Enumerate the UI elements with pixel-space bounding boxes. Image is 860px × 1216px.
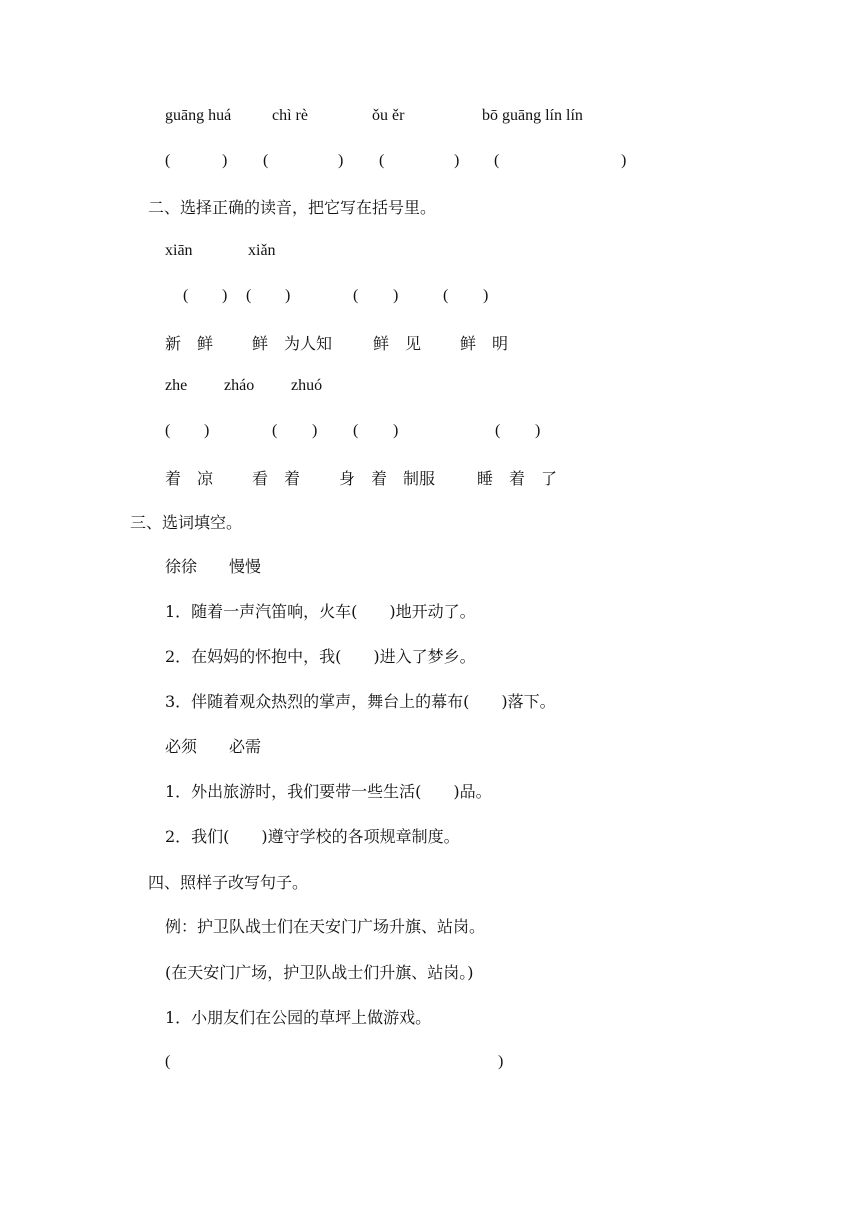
answer-blank-open: (: [353, 422, 359, 439]
rewrite-item: 1．小朋友们在公园的草坪上做游戏。: [165, 1008, 432, 1027]
example-answer: (在天安门广场，护卫队战士们升旗、站岗。): [165, 963, 474, 982]
answer-blank-open: (: [495, 422, 501, 439]
answer-blank-close: ): [621, 152, 627, 169]
answer-blank-close: ): [483, 287, 489, 304]
pinyin-xian1: xiān: [165, 242, 193, 259]
word-zhaoliang: 着 凉: [165, 469, 214, 488]
answer-blank-close: ): [393, 287, 399, 304]
answer-blank-close: ): [222, 152, 228, 169]
answer-blank-open: (: [379, 152, 385, 169]
example-sentence: 例：护卫队战士们在天安门广场升旗、站岗。: [165, 917, 486, 936]
pinyin-ou-er: ǒu ěr: [372, 107, 405, 124]
pinyin-guang-hua: guāng huá: [165, 107, 232, 124]
fill-blank-item: 2．我们( )遵守学校的各项规章制度。: [165, 827, 460, 846]
answer-blank-open: (: [165, 152, 171, 169]
word-xianming: 鲜 明: [460, 334, 509, 353]
answer-blank-open: (: [183, 287, 189, 304]
word-kanzhe: 看 着: [252, 469, 301, 488]
pinyin-zhe: zhe: [165, 377, 188, 394]
answer-blank-close: ): [498, 1053, 504, 1070]
section-heading-q4: 四、照样子改写句子。: [148, 873, 309, 892]
answer-blank-open: (: [443, 287, 449, 304]
word-xianweirenzhi: 鲜 为人知: [252, 334, 333, 353]
word-shuizhaole: 睡 着 了: [477, 469, 558, 488]
fill-blank-item: 3．伴随着观众热烈的掌声，舞台上的幕布( )落下。: [165, 692, 556, 711]
answer-blank-close: ): [454, 152, 460, 169]
answer-blank-close: ): [222, 287, 228, 304]
fill-blank-item: 1．随着一声汽笛响，火车( )地开动了。: [165, 602, 476, 621]
answer-blank-open: (: [165, 1053, 171, 1070]
word-shenzhuozhifu: 身 着 制服: [339, 469, 436, 488]
pinyin-xian3: xiǎn: [248, 242, 276, 259]
pinyin-bo-guang-lin-lin: bō guāng lín lín: [482, 107, 583, 124]
pinyin-zhao: zháo: [224, 377, 255, 394]
answer-blank-close: ): [338, 152, 344, 169]
answer-blank-open: (: [246, 287, 252, 304]
fill-blank-item: 2．在妈妈的怀抱中，我( )进入了梦乡。: [165, 647, 476, 666]
fill-blank-item: 1．外出旅游时，我们要带一些生活( )品。: [165, 782, 492, 801]
section-heading-q3: 三、选词填空。: [130, 513, 243, 532]
answer-blank-close: ): [204, 422, 210, 439]
answer-blank-open: (: [353, 287, 359, 304]
answer-blank-close: ): [393, 422, 399, 439]
section-heading-q2: 二、选择正确的读音，把它写在括号里。: [148, 198, 437, 217]
answer-blank-close: ): [535, 422, 541, 439]
pinyin-chi-re: chì rè: [272, 107, 308, 124]
answer-blank-close: ): [312, 422, 318, 439]
word-choice-pair-2: 必须 必需: [165, 737, 262, 756]
word-xianjian: 鲜 见: [373, 334, 422, 353]
answer-blank-open: (: [494, 152, 500, 169]
word-choice-pair-1: 徐徐 慢慢: [165, 557, 262, 576]
answer-blank-close: ): [285, 287, 291, 304]
pinyin-zhuo: zhuó: [291, 377, 323, 394]
answer-blank-open: (: [272, 422, 278, 439]
answer-blank-open: (: [165, 422, 171, 439]
word-xinxian: 新 鲜: [165, 334, 214, 353]
answer-blank-open: (: [263, 152, 269, 169]
